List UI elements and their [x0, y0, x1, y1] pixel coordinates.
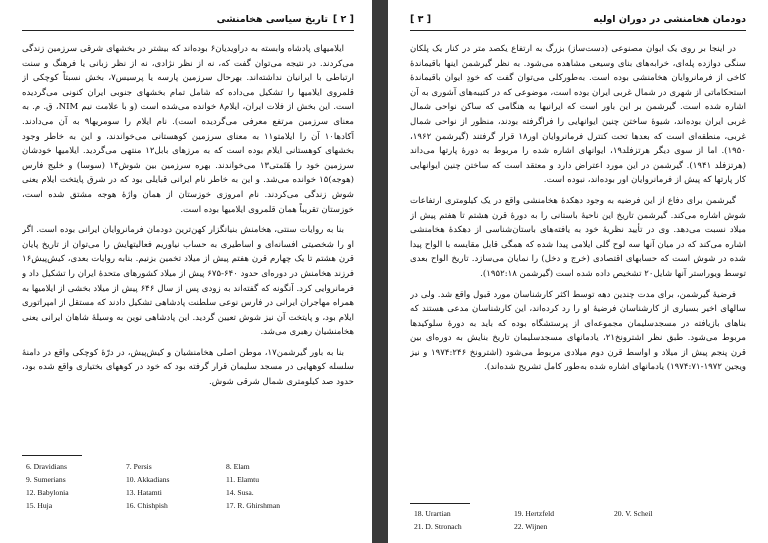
right-paragraph-3: فرضیهٔ گیرشمن، برای مدت چندین دهه توسط اکثر کارشناسان مورد قبول واقع شد. ولی در سالهای اخیر بسیاری از کارشناسان فرضیهٔ او را رد کرده‌اند، این کارشناسان مدعی هستند که بناهای بازیافته در مسجدسلیمان مجموعه‌ای از پرستشگاه بوده که باید به دورهٔ سلوکیدها مربوط می‌شود. طبق نظر اشترونخ۲۱، یادمانهای مسجدسلیمان تاریخ بنایش به دوره‌ای بین قرن پنجم پیش از میلاد و اواسط قرن دوم میلادی مربوط می‌شود (اشترونخ ۱۹۷۴:۲۴۶ و نیز ویجین ۱۹۷۲-۱۹۷۴:۷۱) یادمانهای اشاره شده به‌طور کامل تشریح شده‌اند). — [410, 289, 746, 373]
footnote: 6. Dravidians — [26, 462, 67, 471]
footnote: 8. Elam — [226, 462, 250, 471]
right-footnotes — [414, 509, 714, 531]
footnote: 17. R. Ghirshman — [226, 501, 280, 510]
left-header-rule — [22, 30, 354, 31]
right-page-number: [ ۳ ] — [410, 14, 432, 25]
right-page-body — [410, 42, 746, 494]
footnote: 19. Hertzfeld — [514, 509, 555, 518]
right-header-rule — [410, 30, 746, 31]
right-paragraph-2: گیرشمن برای دفاع از این فرضیه به وجود دهکدهٔ هخامنشی واقع در یک کیلومتری ارتفاعات شوش اشاره می‌کند. گیرشمن تاریخ این ناحیهٔ باستانی را به دورهٔ قرن هشتم تا هفتم پیش از میلاد نسبت می‌دهد. وی در تأیید نظریهٔ خود به یافته‌های باستان‌شناسی از دهکدهٔ هخامنشی اشاره می‌کند که در میان آنها سه لوح گلی ایلامی پیدا شده که همگی قابل مقایسه با الواح پیدا شده در شوش است که حسابهای اقتصادی (خرج و دخل) را نمایان می‌سازد. تاریخ الواح بعدی توسط ویوراستر آنها شایل۲۰ تشخیص داده شده است (گیرشمن ۱۹۵۲:۱۸). — [410, 195, 746, 279]
right-page-header — [410, 14, 746, 30]
left-page-body — [22, 42, 354, 447]
footnote: 13. Hatamti — [126, 488, 162, 497]
footnote: 22. Wijnen — [514, 522, 548, 531]
footnote: 14. Susa. — [226, 488, 254, 497]
footnote: 16. Chishpish — [126, 501, 168, 510]
left-page — [0, 0, 372, 543]
footnote: 20. V. Scheil — [614, 509, 653, 518]
footnote: 15. Huja — [26, 501, 53, 510]
left-page-running-title: تاریخ سیاسی هخامنشی — [216, 14, 328, 25]
left-page-number: [ ۲ ] — [332, 14, 354, 25]
right-footnote-rule — [410, 503, 470, 504]
footnote: 10. Akkadians — [126, 475, 170, 484]
book-gutter — [372, 0, 388, 543]
footnote: 9. Sumerians — [26, 475, 66, 484]
right-paragraph-1: در اینجا بر روی یک ایوان مصنوعی (دست‌ساز) بزرگ به ارتفاع یکصد متر در کنار یک پلکان سنگی دوازده پله‌ای، خرابه‌های بنای وسیعی مشاهده می‌شود. به نظر گیرشمن اینها باقیماندهٔ کاخی از فرمانروایان هخامنشی بوده است. به‌طورکلی می‌توان گفت که خودِ ایوان باقیماندهٔ استحکاماتی از شهری در شمال غربی ایران بوده است، موضوعی که در کتیبه‌های آشوری به آن اشاره شده است. گیرشمن بر این باور است که ایرانیها به هنگامی که ساکن نواحی شمال غربی ایران بوده‌اند، شیوهٔ ساختن چنین ایوانهایی را فراگرفته بودند، منظور از نواحی شمال غربی، منطقه‌ای است که بعدها تحت کنترل فرمانروایان اور۱۸ قرار گرفتند (گیرشمن ۱۹۶۲، ۱۹۵۰). اما از سوی دیگر هرتزفلد۱۹، ایوانهای اشاره شده را مربوط به دورهٔ پارتها می‌داند (هرتزفلد ۱۹۴۱). گیرشمن در این مورد اعتراض دارد و معتقد است که ساختن چنین ایوانهایی کار پارتها که پیش از فرمانروایان اور بوده‌اند، نبوده است. — [410, 44, 746, 186]
footnote: 21. D. Stronach — [414, 522, 462, 531]
right-page — [388, 0, 768, 543]
left-footnote-rule — [22, 455, 82, 456]
right-page-running-title: دودمان هخامنشی در دوران اولیه — [593, 14, 746, 25]
footnote: 18. Urartian — [414, 509, 451, 518]
footnote: 11. Elamtu — [226, 475, 260, 484]
left-footnotes — [26, 462, 326, 510]
left-paragraph-1: ایلامیهای پادشاه وابسته به دراویدیان۶ بوده‌اند که بیشتر در بخشهای شرقی سرزمین زندگی می‌کردند. در نتیجه می‌توان گفت که، نه از نظر نژادی، نه از نظر زبانی یا فرهنگ و سنت ارتباطی با ایرانیان نداشته‌اند. بهرحال سرزمین پارسه یا پرسیس۷، بخش نسبتاً کوچکی از قلمروی ایلامیها را تشکیل می‌داده که شامل تمام بخشهای جنوبی ایران کنونی می‌گردیده است. این بخش از فلات ایران، ایلام۸ خوانده می‌شده است (و با علامت نیم NIM، ق. م. به معنای سرزمین مرتفع معرفی می‌گردیده است). نام ایلام را سومریها۹ به آن می‌دادند. آکادها۱۰ آن را ایلامتو۱۱ به معنای سرزمین کوهستانی می‌خواندند، و این به خاطر وجود بخشهای کوهستانی ایلام بوده است که به مرزهای بابل۱۲ منتهی می‌گردید. ایلامیها خودشان سرزمین خود را هَتَمتی۱۳ می‌خواندند. بهره سرزمین بین شوش۱۴ (سوسا) و خلیج فارس (هوجه)۱۵ خوانده می‌شد. و این به خاطر نام ایرانی قبایلی بود که در شرق پایتخت ایلام یعنی شوش زندگی می‌کردند. نام امروزی خوزستان از همان واژهٔ هوجه مشتق شده است، خوزستان تقریباً همان قلمروی ایلامیها بوده است. — [22, 44, 354, 215]
left-page-header — [22, 14, 354, 30]
footnote: 12. Babylonia — [26, 488, 69, 497]
footnote: 7. Persis — [126, 462, 152, 471]
left-paragraph-3: بنا به باور گیرشمن۱۷، موطن اصلی هخامنشیان و کیش‌پیش، در درّهٔ کوچکی واقع در دامنهٔ سلسله کوههایی در مسجد سلیمان قرار گرفته بود که خود در کوههای بختیاری واقع شده بود، حدود صد کیلومتری شمال شرقی شوش. — [22, 347, 354, 388]
left-paragraph-2: بنا به روایات سنتی، هخامنش بنیانگزار کهن‌ترین دودمان فرمانروایان ایرانی بوده است. اگر او را شخصیتی افسانه‌ای و اساطیری به حساب نیاوریم فعالیتهایش را می‌توان از تاریخ پایان قرن هشتم تا یک چهارم قرن هفتم پیش از میلاد تخمین بزنیم. بنابه روایات بعدی، کیش‌پیش۱۶ فرزند هخامنش در دوره‌ای حدود ۶۴۰-۶۷۵ پیش از میلاد کشورهای متحدهٔ ایران را تشکیل داد و فرمانروایی کرد. آنگونه که گفته‌اند به زودی پس از سال ۶۴۶ پیش از میلاد بخشی از ایلامیها به همراه مهاجران ایرانی در فارس نوعی سلطنت پادشاهی تشکیل دادند که مستقل از امپراتوری ایلام بود، و پایتخت آن نیز شوش تعیین گردید. این پادشاهی نوین به وسیلهٔ شاهان ایرانی یعنی هخامنشیان رهبری می‌شد. — [22, 225, 354, 338]
